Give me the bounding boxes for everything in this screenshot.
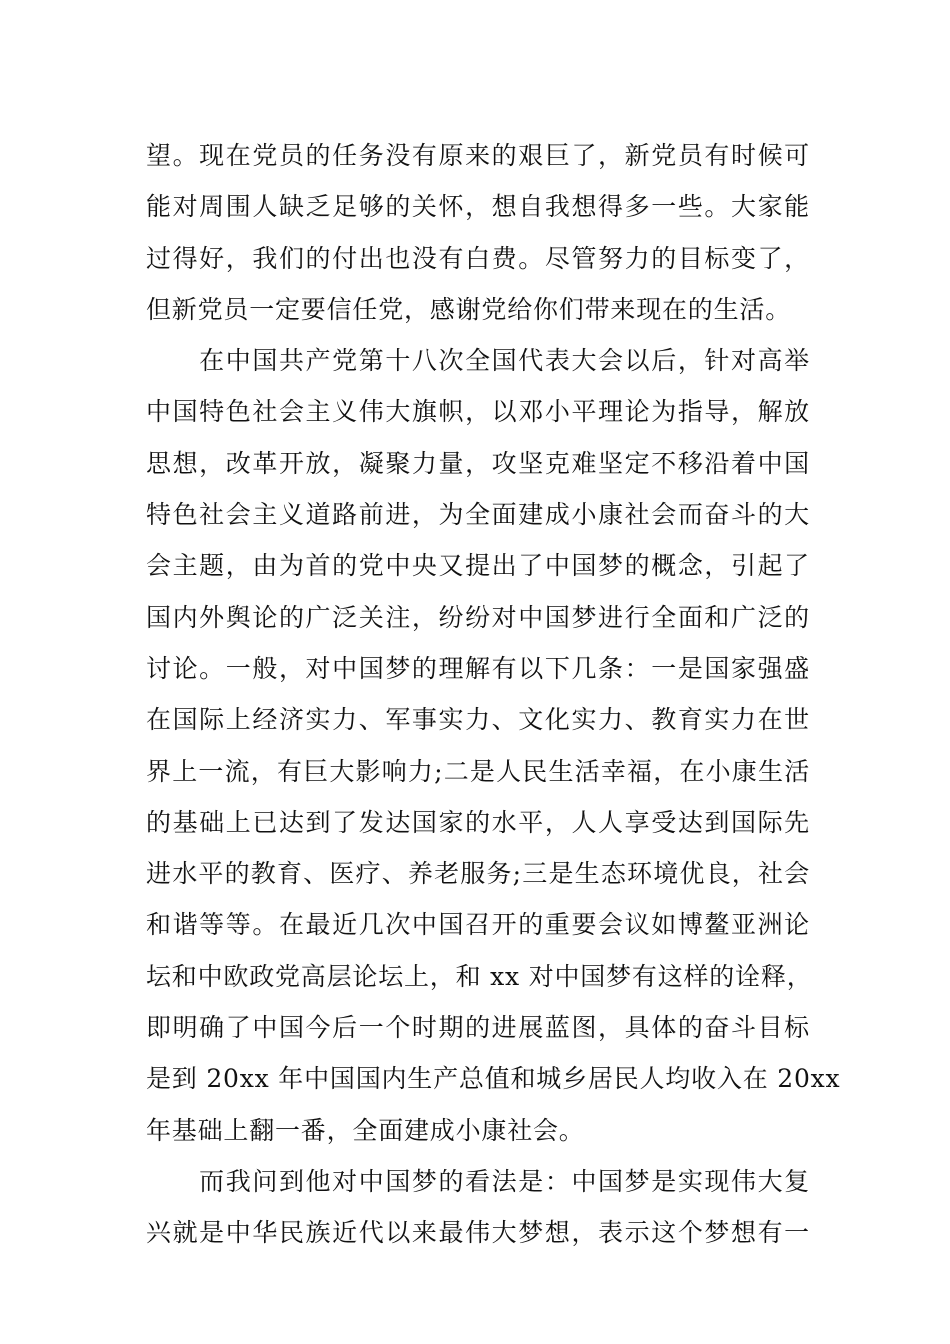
document-body xyxy=(146,130,841,1259)
text-line: 会主题，由为首的党中央又提出了中国梦的概念，引起了 xyxy=(146,551,810,581)
text-line: 界上一流，有巨大影响力;二是人民生活幸福，在小康生活 xyxy=(146,756,810,786)
text-line: 但新党员一定要信任党，感谢党给你们带来现在的生活。 xyxy=(146,294,792,324)
text-line: 在国际上经济实力、军事实力、文化实力、教育实力在世 xyxy=(146,705,810,735)
text-line: 国内外舆论的广泛关注，纷纷对中国梦进行全面和广泛的 xyxy=(146,602,810,632)
text-line: 望。现在党员的任务没有原来的艰巨了，新党员有时候可 xyxy=(146,141,810,170)
text-line: 兴就是中华民族近代以来最伟大梦想，表示这个梦想有一 xyxy=(146,1218,810,1248)
text-line: 而我问到他对中国梦的看法是：中国梦是实现伟大复 xyxy=(146,1166,810,1196)
text-line: 讨论。一般，对中国梦的理解有以下几条：一是国家强盛 xyxy=(146,653,810,683)
text-line: 和谐等等。在最近几次中国召开的重要会议如博鳌亚洲论 xyxy=(146,910,810,940)
text-line: 能对周围人缺乏足够的关怀，想自我想得多一些。大家能 xyxy=(146,192,810,222)
text-line: 坛和中欧政党高层论坛上，和 xx 对中国梦有这样的诠释， xyxy=(146,961,813,991)
text-line: 进水平的教育、医疗、养老服务;三是生态环境优良，社会 xyxy=(146,859,810,889)
text-line: 在中国共产党第十八次全国代表大会以后，针对高举 xyxy=(146,346,810,376)
text-line: 特色社会主义道路前进，为全面建成小康社会而奋斗的大 xyxy=(146,500,810,530)
text-line: 过得好，我们的付出也没有白费。尽管努力的目标变了， xyxy=(146,243,810,273)
text-line: 即明确了中国今后一个时期的进展蓝图，具体的奋斗目标 xyxy=(146,1013,810,1043)
text-line: 的基础上已达到了发达国家的水平，人人享受达到国际先 xyxy=(146,807,810,837)
text-line: 是到 20xx 年中国国内生产总值和城乡居民人均收入在 20xx xyxy=(146,1064,841,1094)
text-line: 中国特色社会主义伟大旗帜，以邓小平理论为指导，解放 xyxy=(146,397,810,427)
text-line: 思想，改革开放，凝聚力量，攻坚克难坚定不移沿着中国 xyxy=(146,448,810,478)
text-line: 年基础上翻一番，全面建成小康社会。 xyxy=(146,1115,585,1145)
